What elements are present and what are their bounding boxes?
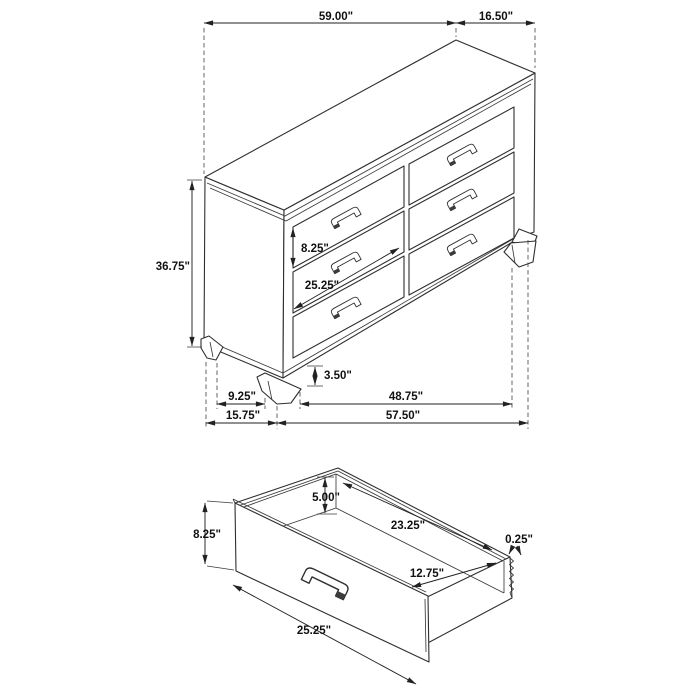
dim-label-front-width: 25.25"	[296, 625, 332, 637]
dim-label-inside-depth: 12.75"	[409, 568, 445, 580]
foot-front-left	[257, 373, 301, 404]
foot-front-right	[504, 241, 536, 267]
dim-label-base-depth: 15.75"	[225, 410, 261, 422]
dresser-figure	[156, 11, 537, 429]
drawer-box-figure	[193, 468, 533, 684]
dim-label-inside-length: 23.25"	[390, 520, 426, 532]
dim-label-overall-height: 36.75"	[155, 261, 190, 273]
dim-label-overall-width: 59.00"	[318, 11, 354, 23]
dim-line-side-thickness-left	[509, 546, 513, 554]
dim-label-drawer-front-width: 25.25"	[304, 280, 340, 292]
dim-line-side-thickness-right	[517, 546, 521, 555]
dim-label-overall-depth: 16.50"	[478, 11, 514, 23]
dim-label-base-width: 57.50"	[385, 410, 421, 422]
dim-label-leg-height: 3.50"	[324, 370, 352, 382]
dim-label-drawer-front-height: 8.25"	[301, 243, 329, 255]
dim-label-inside-height: 5.00"	[312, 492, 340, 504]
dim-label-front-height: 8.25"	[193, 529, 221, 541]
dim-line-inside-length	[343, 483, 492, 550]
dim-label-leg-span-front: 48.75"	[388, 391, 424, 403]
dim-label-side-thickness: 0.25"	[505, 534, 533, 546]
dim-label-leg-side-inset: 9.25"	[228, 391, 256, 403]
